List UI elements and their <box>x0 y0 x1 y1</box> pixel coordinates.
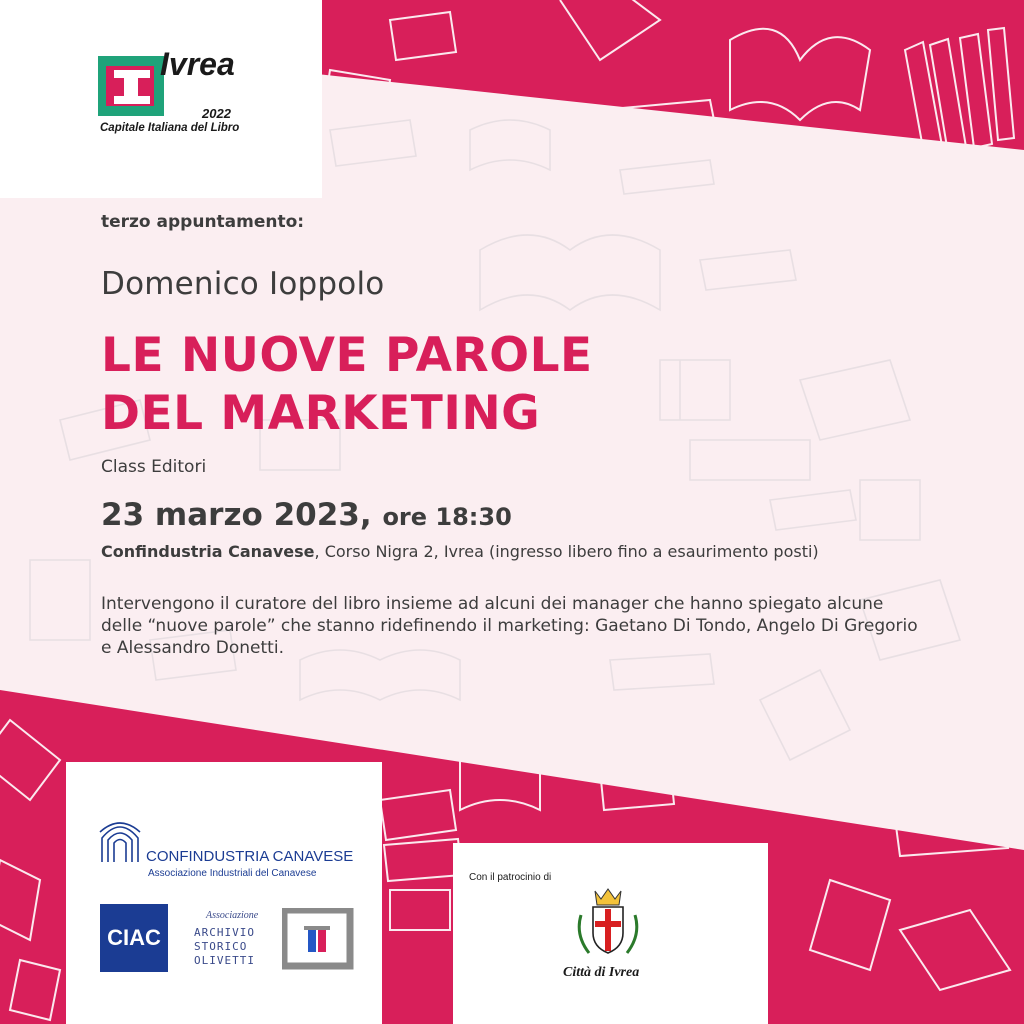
confindustria-logo-icon <box>98 818 142 864</box>
sponsors-card <box>66 762 382 1024</box>
citta-ivrea-name: Città di Ivrea <box>563 965 640 980</box>
archivio-name <box>194 926 255 968</box>
archivio-olivetti-logo <box>282 908 354 970</box>
ivrea-logo-year: 2022 <box>202 106 231 121</box>
archivio-line2: STORICO <box>194 940 248 953</box>
event-title-line1: LE NUOVE PAROLE <box>101 328 593 383</box>
event-title-line2: DEL MARKETING <box>101 386 541 441</box>
confindustria-name: CONFINDUSTRIA CANAVESE <box>146 848 354 865</box>
event-venue-address: , Corso Nigra 2, Ivrea (ingresso libero fino a esaurimento posti) <box>314 542 819 561</box>
archivio-line1: ARCHIVIO <box>194 926 255 939</box>
ivrea-logo-card <box>0 0 322 198</box>
archivio-assoc: Associazione <box>206 910 259 921</box>
confindustria-subtitle: Associazione Industriali del Canavese <box>148 868 317 879</box>
archivio-line3: OLIVETTI <box>194 954 255 967</box>
ciac-logo <box>100 904 168 972</box>
event-title <box>101 327 593 443</box>
event-venue-name: Confindustria Canavese <box>101 542 315 561</box>
event-datetime <box>101 497 512 533</box>
patronage-label: Con il patrocinio di <box>469 872 552 883</box>
event-author: Domenico Ioppolo <box>101 266 385 302</box>
event-publisher: Class Editori <box>101 457 207 477</box>
citta-ivrea-crest-icon <box>573 885 643 959</box>
patronage-card <box>453 843 768 1024</box>
event-time: ore 18:30 <box>382 503 512 531</box>
event-label: terzo appuntamento: <box>101 212 305 232</box>
ivrea-logo-name: Ivrea <box>160 46 235 82</box>
event-description: Intervengono il curatore del libro insieme ad alcuni dei manager che hanno spiegato alcune delle “nuove parole” che stanno ridefinendo il marketing: Gaetano Di Tondo, Angelo Di Gregorio e Alessandro Donetti. <box>101 594 918 658</box>
event-venue <box>101 542 819 561</box>
event-date: 23 marzo 2023, <box>101 497 372 533</box>
ivrea-logo-tagline: Capitale Italiana del Libro <box>100 122 240 134</box>
ciac-logo-text: CIAC <box>107 925 161 950</box>
